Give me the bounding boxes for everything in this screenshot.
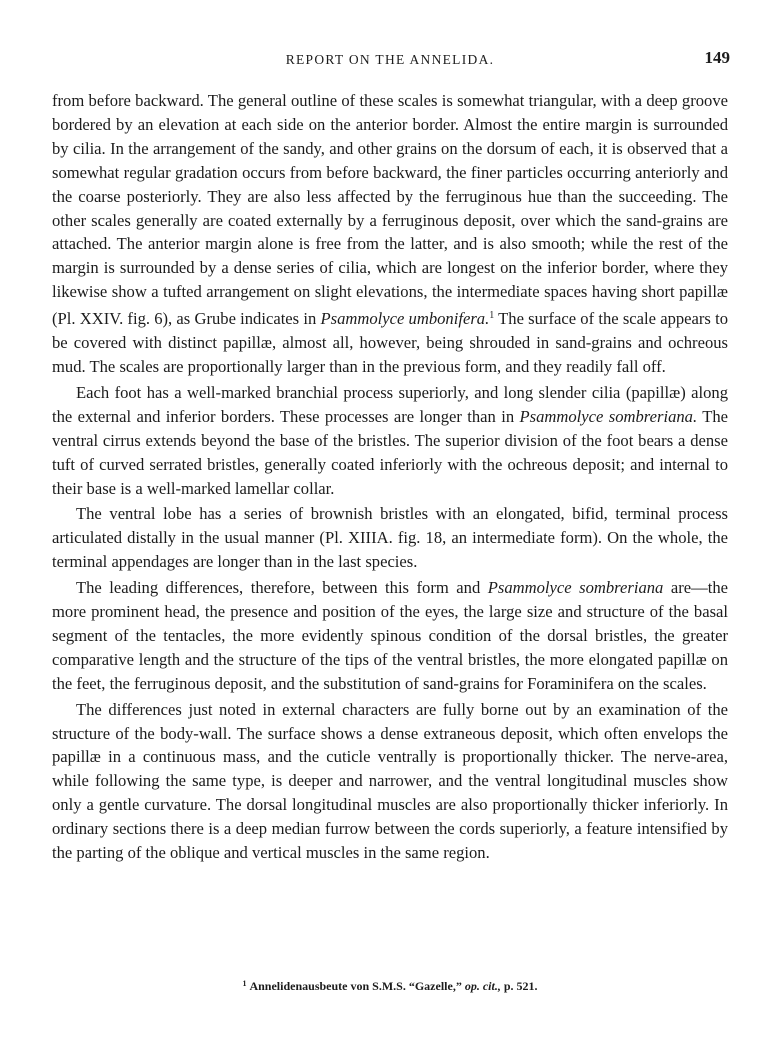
footnote-page: p. 521. [503, 979, 538, 993]
paragraph-text: are—the more prominent head, the presence and position of the eyes, the large size and structure of the basal segment of the tentacles, the more evidently spinous condition of the dorsal bristles, the greater comparative length and the structure of the tips of the ventral bristles, the more elongated papillæ on the feet, the ferruginous deposit, and the substitution of sand-grains for Foraminifera on the scales. [52, 578, 728, 693]
species-name: Psammolyce sombreriana. [519, 406, 698, 426]
paragraph-text: The ventral cirrus extends beyond the base of the bristles. The superior division of the foot bears a dense tuft of curved serrated bristles, generally coated inferiorly with the ochreous deposit; and internal to their base is a well-marked lamellar collar. [52, 406, 729, 498]
paragraph-text: from before backward. The general outline of these scales is somewhat triangular, with a deep groove bordered by an elevation at each side on the anterior border. Almost the entire margin is surrounded by cilia. In the arrangement of the sandy, and other grains on the dorsum of each, it is observed that a somewhat regular gradation occurs from before backward, the finer particles occurring anteriorly and the coarse posteriorly. They are also less affected by the ferruginous hue than the succeeding. The other scales generally are coated externally by a ferruginous deposit, over which the sand-grains are attached. The anterior margin alone is free from the latter, and is also smooth; while the rest of the margin is surrounded by a dense series of cilia, which are longest on the inferior border, where they likewise show a tufted arrangement on slight elevations, the intermediate spaces having short papillæ (Pl. XXIV. fig. 6), as Grube indicates in [52, 91, 728, 329]
paragraph-scales [52, 89, 728, 379]
page-number: 149 [704, 48, 730, 67]
paragraph-text: The ventral lobe has a series of brownish bristles with an elongated, bifid, terminal process articulated distally in the usual manner (Pl. XIIIA. fig. 18, an intermediate form). On the whole, the terminal appendages are longer than in the last species. [52, 504, 728, 572]
paragraph-text: The surface of the scale appears to be covered with distinct papillæ, almost all, however, being shrouded in sand-grains and ochreous mud. The scales are proportionally larger than in the previous form, and they readily fall off. [52, 309, 729, 376]
paragraph-body-wall [52, 698, 728, 865]
running-head: REPORT ON THE ANNELIDA. [285, 52, 495, 67]
footnote-text: Annelidenausbeute von S.M.S. “Gazelle,” [249, 979, 462, 993]
paragraph-text: The differences just noted in external characters are fully borne out by an examination of the structure of the body-wall. The surface shows a dense extraneous deposit, which often envelops the papillæ in a continuous mass, and the cuticle ventrally is proportionally thicker. The nerve-area, while following the same type, is deeper and narrower, and the ventral longitudinal muscles show only a gentle curvature. The dorsal longitudinal muscles are also proportionally thicker inferiorly. In ordinary sections there is a deep median furrow between the cords superiorly, a feature intensified by the parting of the oblique and vertical muscles in the same region. [52, 699, 728, 863]
paragraph-ventral-lobe [52, 502, 728, 574]
page-header [52, 48, 728, 70]
paragraph-differences [52, 576, 728, 696]
footnote [52, 979, 728, 994]
body-text [52, 89, 728, 865]
paragraph-foot [52, 381, 728, 501]
footnote-citation: op. cit., [464, 979, 501, 993]
footnote-mark: 1 [242, 979, 247, 988]
species-name: Psammolyce umbonifera. [320, 309, 490, 329]
species-name: Psammolyce sombreriana [487, 578, 664, 598]
paragraph-text: Each foot has a well-marked branchial process superiorly, and long slender cilia (papillæ) along the external and inferior borders. These processes are longer than in [52, 382, 728, 426]
footnote-reference[interactable]: 1 [489, 310, 495, 322]
paragraph-text: The leading differences, therefore, between this form and [76, 578, 481, 598]
